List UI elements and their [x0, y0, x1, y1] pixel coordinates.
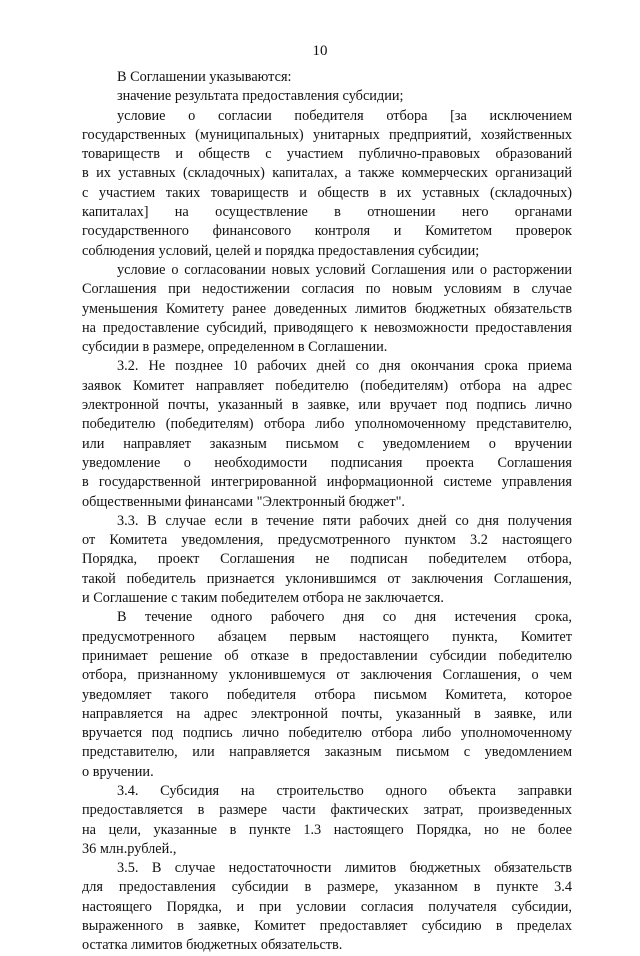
text-line: значение результата предоставления субсидии; [117, 88, 404, 105]
text-line: отбора, признанному уклонившемуся от заключения Соглашения, о чем [82, 667, 572, 684]
text-line: уменьшения Комитету ранее доведенных лимитов бюджетных обязательств [82, 300, 572, 317]
text-line: представителю, или направляется заказным письмом с уведомлением [82, 744, 572, 761]
text-line: такой победитель признается уклонившимся от заключения Соглашения, [82, 570, 572, 587]
text-line: В Соглашении указываются: [117, 69, 292, 85]
text-line: 3.4. Субсидия на строительство одного объекта заправки [117, 782, 572, 799]
text-line: 3.5. В случае недостаточности лимитов бюджетных обязательств [117, 860, 572, 877]
text-line: электронной почты, указанный в заявке, или вручает под подпись лично [82, 397, 572, 414]
text-line: настоящего Порядка, и при условии согласия получателя субсидии, [82, 898, 572, 915]
document-body [82, 68, 572, 956]
text-line: уведомляет такого победителя отбора письмом Комитета, которое [82, 686, 572, 703]
text-line: выраженного в заявке, Комитет предоставляет субсидию в пределах [82, 918, 572, 935]
text-line: товариществ и обществ с участием публично-правовых образований [82, 146, 572, 163]
text-line: уведомление о необходимости подписания проекта Соглашения [82, 454, 572, 471]
text-line: и Соглашение с таким победителем отбора не заключается. [82, 590, 444, 607]
text-line: государственного финансового контроля и Комитетом проверок [82, 223, 572, 240]
text-line: условие о согласии победителя отбора [за исключением [117, 107, 572, 124]
text-line: направляется на адрес электронной почты, указанный в заявке, или [82, 705, 572, 722]
page-number: 10 [312, 43, 328, 59]
text-line: 36 млн.рублей., [82, 840, 177, 857]
text-line: в их уставных (складочных) капиталах, а также коммерческих организаций [82, 165, 572, 182]
text-line: 3.3. В случае если в течение пяти рабочих дней со дня получения [117, 512, 572, 529]
text-line: субсидии в размере, определенном в Соглашении. [82, 339, 388, 356]
text-line: или направляет заказным письмом с уведомлением о вручении [82, 435, 572, 452]
text-line: о вручении. [82, 763, 154, 780]
text-line: условие о согласовании новых условий Соглашения или о расторжении [117, 261, 572, 278]
text-line: предоставляется в размере части фактических затрат, произведенных [82, 802, 572, 819]
text-line: с участием таких товариществ и обществ в их уставных (складочных) [82, 184, 572, 201]
text-line: Соглашения при недостижении согласия по новым условиям в случае [82, 281, 572, 298]
text-line: на предоставление субсидий, приводящего к невозможности предоставления [82, 319, 572, 336]
text-line: предусмотренного абзацем первым настоящего пункта, Комитет [82, 628, 572, 645]
text-line: капиталах] на осуществление в отношении него органами [82, 204, 572, 221]
text-line: В течение одного рабочего дня со дня истечения срока, [117, 609, 572, 626]
text-line: остатка лимитов бюджетных обязательств. [82, 937, 343, 954]
text-line: принимает решение об отказе в предоставлении субсидии победителю [82, 647, 572, 664]
text-line: от Комитета уведомления, предусмотренного пунктом 3.2 настоящего [82, 532, 572, 549]
text-line: 3.2. Не позднее 10 рабочих дней со дня окончания срока приема [117, 358, 572, 375]
text-line: на цели, указанные в пункте 1.3 настоящего Порядка, но не более [82, 821, 572, 838]
text-line: соблюдения условий, целей и порядка предоставления субсидии; [82, 242, 480, 259]
text-line: государственных (муниципальных) унитарных предприятий, хозяйственных [82, 126, 572, 143]
text-line: вручается под подпись лично победителю отбора либо уполномоченному [82, 725, 572, 742]
text-line: для предоставления субсидии в размере, указанном в пункте 3.4 [82, 879, 572, 896]
text-line: заявок Комитет направляет победителю (победителям) отбора на адрес [82, 377, 572, 394]
text-line: общественными финансами "Электронный бюджет". [82, 493, 405, 510]
text-line: победителю (победителям) отбора либо уполномоченному представителю, [82, 416, 572, 433]
text-line: Порядка, проект Соглашения не подписан победителем отбора, [82, 551, 572, 568]
text-line: в государственной интегрированной информационной системе управления [82, 474, 572, 491]
